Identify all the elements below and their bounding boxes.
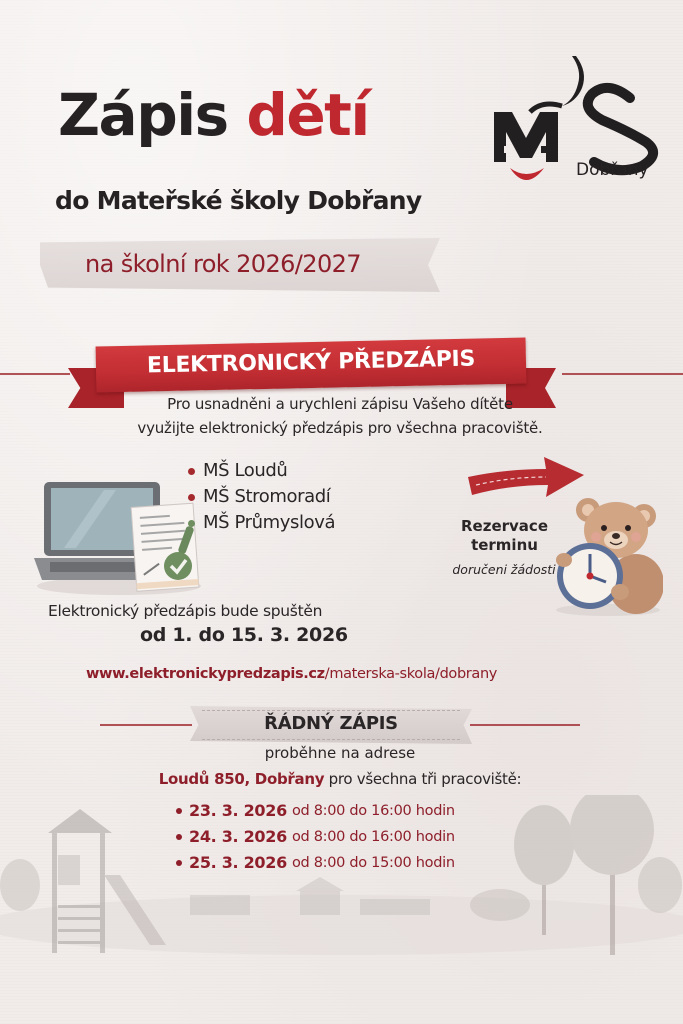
launch-text: Elektronický předzápis bude spuštěn (48, 602, 323, 620)
date-item: 25. 3. 2026 od 8:00 do 15:00 hodin (176, 850, 455, 876)
bullet-icon (188, 468, 195, 475)
bullet-icon (176, 834, 182, 840)
divider-left (0, 373, 70, 375)
divider-left (100, 724, 192, 726)
page-title (58, 81, 369, 149)
teddy-bear-clock-icon (548, 492, 663, 617)
laptop-document-icon (34, 478, 204, 596)
location-list (188, 458, 335, 536)
title-accent: dětí (246, 81, 369, 149)
regular-registration-subtitle: proběhne na adrese (264, 744, 416, 762)
electronic-preregistration-heading: ELEKTRONICKÝ PŘEDZÁPIS (146, 346, 476, 379)
bullet-icon (176, 808, 182, 814)
intro-text (60, 392, 620, 440)
date-item: 23. 3. 2026 od 8:00 do 16:00 hodin (176, 798, 455, 824)
reservation-subtitle: doručeni žádosti (452, 562, 556, 577)
page-subtitle: do Mateřské školy Dobřany (55, 186, 422, 215)
school-year: na školní rok 2026/2027 (85, 250, 361, 278)
regular-registration-heading: ŘÁDNÝ ZÁPIS (264, 713, 398, 734)
bullet-icon (188, 520, 195, 527)
intro-line-1: Pro usnadněni a urychleni zápisu Vašeho dítěte (167, 395, 513, 413)
launch-dates: od 1. do 15. 3. 2026 (140, 624, 348, 646)
reservation-title: Rezervace terminu (461, 517, 548, 554)
bullet-icon (188, 494, 195, 501)
divider-right (470, 724, 580, 726)
address: Loudů 850, Dobřany (158, 770, 325, 788)
intro-line-2: využijte elektronický předzápis pro všechna pracoviště. (137, 419, 543, 437)
divider-right (562, 373, 683, 375)
registration-dates (176, 798, 455, 876)
bullet-icon (176, 860, 182, 866)
location-item: MŠ Stromoradí (188, 484, 335, 510)
date-item: 24. 3. 2026 od 8:00 do 16:00 hodin (176, 824, 455, 850)
preregistration-link[interactable]: www.elektronickypredzapis.cz/materska-skola/dobrany (86, 666, 498, 682)
location-item: MŠ Loudů (188, 458, 335, 484)
title-main: Zápis (58, 81, 228, 149)
registration-address: Loudů 850, Dobřany pro všechna tři pracoviště: (158, 770, 522, 788)
logo-label: Dobřany (576, 160, 649, 180)
location-item: MŠ Průmyslová (188, 510, 335, 536)
